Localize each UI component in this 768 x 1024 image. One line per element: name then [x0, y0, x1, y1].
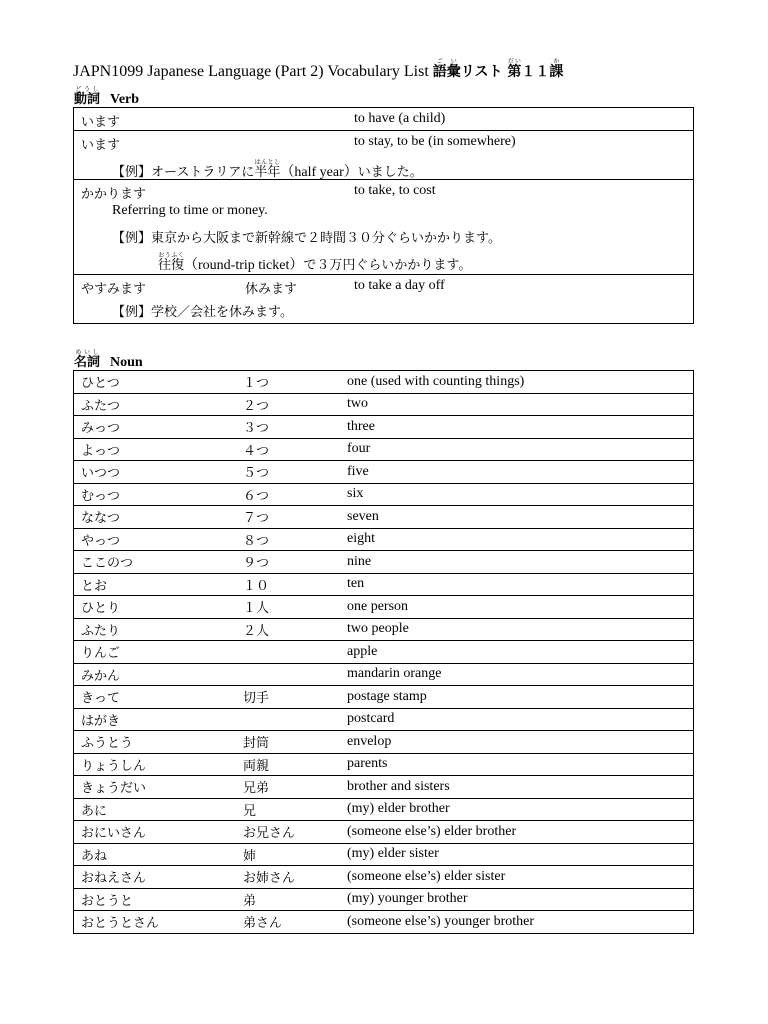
table-row: [74, 393, 694, 416]
noun-kanji: 兄弟: [236, 776, 340, 799]
table-row: [74, 843, 694, 866]
noun-meaning: (someone else’s) elder sister: [340, 866, 694, 889]
table-row: [74, 776, 694, 799]
noun-table: [73, 370, 694, 934]
example-sentence: 【例】東京から大阪まで新幹線で２時間３０分ぐらいかかります。: [112, 231, 501, 246]
table-row: [74, 686, 694, 709]
noun-kanji: ３つ: [236, 416, 340, 439]
noun-section-heading: 名詞めいしNoun: [74, 349, 143, 370]
noun-kanji: ７つ: [236, 506, 340, 529]
table-row: います to have (a child): [81, 111, 446, 130]
noun-meaning: envelop: [340, 731, 694, 754]
example-sentence: 【例】学校／会社を休みます。: [112, 305, 293, 320]
table-row: [74, 438, 694, 461]
table-row: [74, 911, 694, 934]
verb-section-heading: 動詞どうしVerb: [74, 86, 140, 107]
verb-entry: [74, 180, 693, 275]
example-sentence: 【例】オーストラリアに半年はんとし（half year）いました。: [112, 159, 423, 180]
table-row: [74, 461, 694, 484]
noun-kanji: 封筒: [236, 731, 340, 754]
noun-reading: おとうとさん: [74, 911, 237, 934]
noun-kanji: １人: [236, 596, 340, 619]
page-title: [73, 58, 563, 81]
noun-kanji: ２人: [236, 618, 340, 641]
noun-kanji: [236, 663, 340, 686]
example-sentence: 往復おうふく（round-trip ticket）で３万円ぐらいかかります。: [158, 252, 472, 273]
table-row: [74, 371, 694, 394]
noun-meaning: postcard: [340, 708, 694, 731]
noun-reading: はがき: [74, 708, 237, 731]
noun-kanji: 弟: [236, 888, 340, 911]
noun-reading: ここのつ: [74, 551, 237, 574]
table-row: [74, 753, 694, 776]
table-row: やすみます 休みます to take a day off: [81, 278, 445, 297]
noun-kanji: １つ: [236, 371, 340, 394]
noun-reading: りょうしん: [74, 753, 237, 776]
noun-kanji: ６つ: [236, 483, 340, 506]
noun-meaning: brother and sisters: [340, 776, 694, 799]
noun-reading: りんご: [74, 641, 237, 664]
title-text: JAPN1099 Japanese Language (Part 2) Vocabulary List: [73, 63, 429, 80]
noun-reading: あに: [74, 798, 237, 821]
noun-meaning: (my) elder brother: [340, 798, 694, 821]
table-row: [74, 866, 694, 889]
noun-kanji: 切手: [236, 686, 340, 709]
noun-meaning: (someone else’s) younger brother: [340, 911, 694, 934]
table-row: かかります to take, to cost: [81, 183, 436, 202]
table-row: [74, 708, 694, 731]
noun-reading: ひとつ: [74, 371, 237, 394]
noun-meaning: mandarin orange: [340, 663, 694, 686]
table-row: [74, 506, 694, 529]
noun-meaning: three: [340, 416, 694, 439]
noun-meaning: seven: [340, 506, 694, 529]
usage-note: Referring to time or money.: [112, 203, 268, 218]
noun-meaning: postage stamp: [340, 686, 694, 709]
noun-kanji: お姉さん: [236, 866, 340, 889]
noun-kanji: 両親: [236, 753, 340, 776]
table-row: [74, 573, 694, 596]
table-row: [74, 528, 694, 551]
table-row: [74, 663, 694, 686]
noun-meaning: one (used with counting things): [340, 371, 694, 394]
noun-reading: むっつ: [74, 483, 237, 506]
noun-meaning: (my) younger brother: [340, 888, 694, 911]
noun-reading: あね: [74, 843, 237, 866]
noun-meaning: ten: [340, 573, 694, 596]
table-row: [74, 821, 694, 844]
noun-reading: きって: [74, 686, 237, 709]
noun-reading: いつつ: [74, 461, 237, 484]
verb-entry: [74, 275, 693, 323]
noun-reading: みかん: [74, 663, 237, 686]
noun-meaning: two: [340, 393, 694, 416]
noun-meaning: four: [340, 438, 694, 461]
noun-reading: おにいさん: [74, 821, 237, 844]
noun-reading: やっつ: [74, 528, 237, 551]
verb-entry: [74, 131, 693, 180]
noun-meaning: nine: [340, 551, 694, 574]
noun-meaning: eight: [340, 528, 694, 551]
noun-reading: ひとり: [74, 596, 237, 619]
noun-meaning: two people: [340, 618, 694, 641]
noun-kanji: ８つ: [236, 528, 340, 551]
title-japanese: 語彙ごいリスト 第だい１１課か: [432, 58, 564, 80]
noun-reading: ふうとう: [74, 731, 237, 754]
table-row: [74, 416, 694, 439]
table-row: [74, 618, 694, 641]
table-row: [74, 798, 694, 821]
noun-reading: おねえさん: [74, 866, 237, 889]
noun-kanji: １０: [236, 573, 340, 596]
noun-kanji: ２つ: [236, 393, 340, 416]
noun-kanji: ９つ: [236, 551, 340, 574]
noun-reading: よっつ: [74, 438, 237, 461]
noun-kanji: ４つ: [236, 438, 340, 461]
noun-reading: みっつ: [74, 416, 237, 439]
table-row: [74, 888, 694, 911]
verb-entry: [74, 108, 693, 131]
noun-reading: ふたつ: [74, 393, 237, 416]
noun-meaning: one person: [340, 596, 694, 619]
noun-kanji: [236, 641, 340, 664]
noun-meaning: apple: [340, 641, 694, 664]
table-row: [74, 483, 694, 506]
noun-reading: ふたり: [74, 618, 237, 641]
table-row: [74, 641, 694, 664]
noun-kanji: お兄さん: [236, 821, 340, 844]
noun-meaning: parents: [340, 753, 694, 776]
table-row: います to stay, to be (in somewhere): [81, 134, 516, 153]
noun-kanji: [236, 708, 340, 731]
table-row: [74, 596, 694, 619]
table-row: [74, 731, 694, 754]
noun-meaning: (someone else’s) elder brother: [340, 821, 694, 844]
noun-kanji: 兄: [236, 798, 340, 821]
noun-reading: おとうと: [74, 888, 237, 911]
noun-kanji: 姉: [236, 843, 340, 866]
noun-reading: とお: [74, 573, 237, 596]
table-row: [74, 551, 694, 574]
noun-reading: ななつ: [74, 506, 237, 529]
noun-kanji: ５つ: [236, 461, 340, 484]
noun-meaning: (my) elder sister: [340, 843, 694, 866]
noun-meaning: six: [340, 483, 694, 506]
noun-meaning: five: [340, 461, 694, 484]
noun-kanji: 弟さん: [236, 911, 340, 934]
verb-table: [73, 107, 694, 324]
noun-reading: きょうだい: [74, 776, 237, 799]
